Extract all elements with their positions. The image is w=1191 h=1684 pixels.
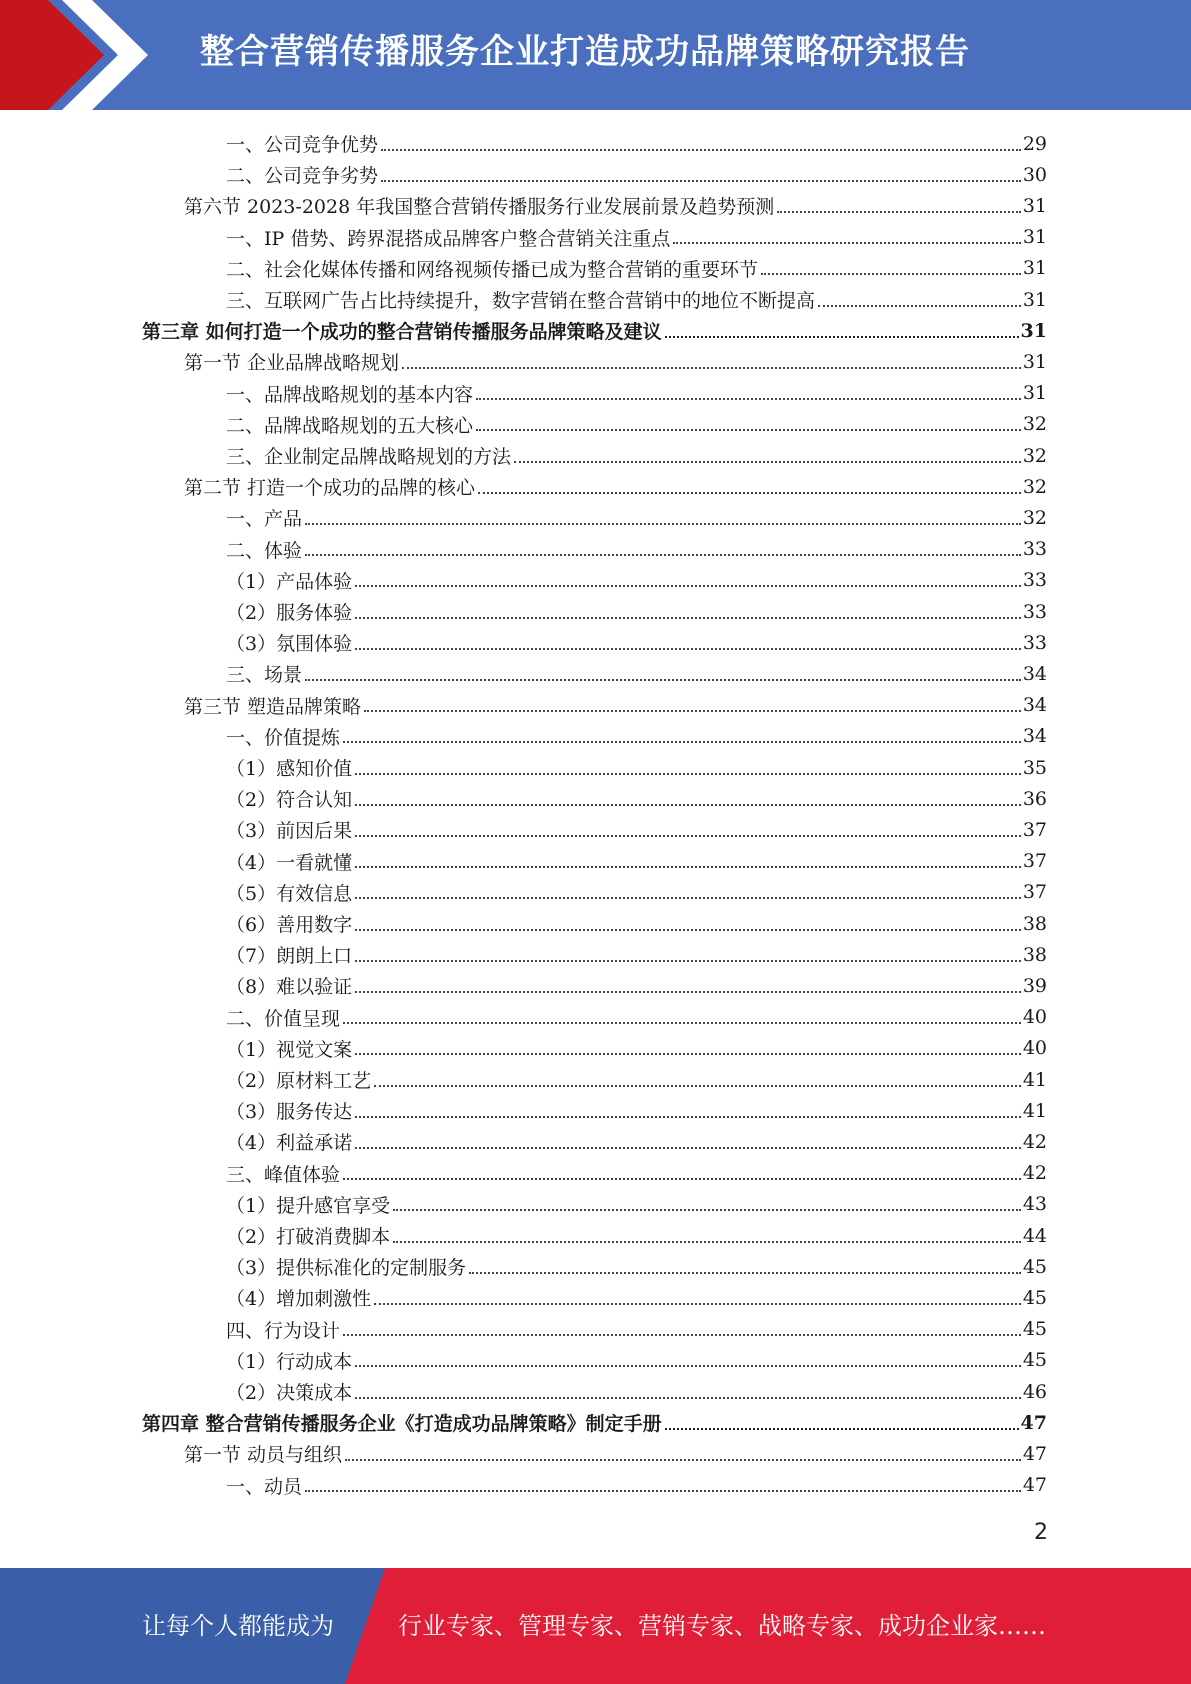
toc-dot-leader — [393, 1209, 1021, 1211]
toc-entry-title: （3）服务传达 — [226, 1101, 353, 1124]
toc-page-number: 31 — [1022, 288, 1047, 311]
toc-entry[interactable] — [226, 284, 1047, 315]
toc-chapter-entry[interactable] — [142, 315, 1047, 346]
footer-slogan-right: 行业专家、管理专家、营销专家、战略专家、成功企业家…… — [398, 1612, 1046, 1640]
toc-dot-leader — [355, 866, 1021, 868]
toc-entry-title: （2）打破消费脚本 — [226, 1226, 391, 1248]
toc-dot-leader — [777, 211, 1021, 213]
toc-dot-leader — [305, 1490, 1021, 1492]
toc-entry-title: 二、价值呈现 — [226, 1007, 341, 1030]
toc-entry-title: 第三章 如何打造一个成功的整合营销传播服务品牌策略及建议 — [142, 321, 662, 344]
toc-dot-leader — [355, 1147, 1021, 1149]
page-number: 2 — [1034, 1520, 1048, 1545]
toc-page-number: 30 — [1022, 163, 1047, 186]
toc-entry-title: 一、动员 — [226, 1475, 303, 1498]
toc-page-number: 31 — [1022, 226, 1047, 249]
toc-page-number: 41 — [1022, 1068, 1047, 1091]
toc-entry-title: （6）善用数字 — [226, 914, 353, 936]
toc-entry-title: 二、体验 — [226, 539, 303, 562]
toc-dot-leader — [469, 1272, 1021, 1274]
toc-entry[interactable] — [226, 1220, 1047, 1251]
toc-page-number: 38 — [1022, 943, 1047, 966]
toc-page-number: 33 — [1022, 538, 1047, 561]
toc-entry-title: 三、场景 — [226, 664, 303, 687]
toc-page-number: 37 — [1022, 818, 1047, 841]
toc-dot-leader — [374, 1303, 1021, 1305]
toc-page-number: 44 — [1022, 1224, 1047, 1247]
toc-entry[interactable] — [226, 1033, 1047, 1064]
toc-entry[interactable] — [226, 814, 1047, 845]
toc-dot-leader — [343, 741, 1021, 743]
toc-dot-leader — [355, 804, 1021, 806]
toc-dot-leader — [355, 648, 1021, 650]
toc-entry-title: （3）前因后果 — [226, 820, 353, 843]
toc-entry-title: 三、互联网广告占比持续提升，数字营销在整合营销中的地位不断提高 — [226, 290, 816, 312]
toc-entry-title: 二、社会化媒体传播和网络视频传播已成为整合营销的重要环节 — [226, 258, 759, 281]
toc-dot-leader — [665, 336, 1019, 338]
toc-page-number: 34 — [1022, 694, 1047, 717]
toc-page-number: 41 — [1022, 1099, 1047, 1122]
toc-dot-leader — [355, 960, 1021, 962]
toc-dot-leader — [364, 710, 1021, 712]
toc-entry[interactable] — [226, 877, 1047, 908]
toc-entry-title: 第一节 动员与组织 — [184, 1444, 343, 1467]
toc-dot-leader — [343, 1334, 1021, 1336]
toc-entry[interactable] — [226, 1126, 1047, 1157]
toc-entry-title: （1）提升感官享受 — [226, 1194, 391, 1217]
toc-dot-leader — [305, 523, 1021, 525]
toc-entry-title: （1）行动成本 — [226, 1350, 353, 1373]
toc-entry-title: （3）提供标准化的定制服务 — [226, 1257, 467, 1280]
toc-section-entry[interactable] — [184, 1438, 1047, 1469]
toc-page-number: 34 — [1022, 725, 1047, 748]
toc-entry[interactable] — [226, 1158, 1047, 1189]
toc-entry[interactable] — [226, 159, 1047, 190]
footer-slogan-left: 让每个人都能成为 — [142, 1612, 334, 1640]
toc-entry-title: 三、峰值体验 — [226, 1163, 341, 1186]
toc-page-number: 43 — [1022, 1193, 1047, 1216]
toc-dot-leader — [818, 305, 1021, 307]
toc-page-number: 40 — [1022, 1037, 1047, 1060]
toc-entry-title: 二、公司竞争劣势 — [226, 165, 379, 188]
toc-dot-leader — [355, 1397, 1021, 1399]
toc-entry-title: （7）朗朗上口 — [226, 945, 353, 968]
toc-entry-title: （4）增加刺激性 — [226, 1288, 372, 1311]
toc-page-number: 31 — [1020, 319, 1047, 342]
toc-entry-title: 第六节 2023-2028 年我国整合营销传播服务行业发展前景及趋势预测 — [184, 196, 775, 219]
toc-page-number: 33 — [1022, 600, 1047, 623]
toc-dot-leader — [374, 1085, 1021, 1087]
toc-entry[interactable] — [226, 222, 1047, 253]
toc-entry[interactable] — [226, 440, 1047, 471]
toc-entry[interactable] — [226, 1314, 1047, 1345]
toc-entry[interactable] — [226, 502, 1047, 533]
toc-page-number: 31 — [1022, 257, 1047, 280]
toc-page-number: 40 — [1022, 1006, 1047, 1029]
toc-page-number: 45 — [1022, 1255, 1047, 1278]
toc-page-number: 45 — [1022, 1286, 1047, 1309]
toc-entry[interactable] — [226, 534, 1047, 565]
toc-entry[interactable] — [226, 970, 1047, 1001]
toc-page-number: 47 — [1022, 1442, 1047, 1465]
toc-page-number: 31 — [1022, 382, 1047, 405]
toc-section-entry[interactable] — [184, 690, 1047, 721]
toc-page-number: 32 — [1022, 475, 1047, 498]
toc-entry-title: 第三节 塑造品牌策略 — [184, 695, 362, 718]
toc-dot-leader — [355, 897, 1021, 899]
chevron-arrow-icon — [0, 0, 160, 110]
toc-entry-title: 一、价值提炼 — [226, 726, 341, 749]
toc-dot-leader — [514, 461, 1021, 463]
toc-entry[interactable] — [226, 565, 1047, 596]
toc-entry-title: （5）有效信息 — [226, 882, 353, 905]
toc-entry[interactable] — [226, 939, 1047, 970]
toc-entry-title: （1）产品体验 — [226, 570, 353, 593]
toc-page-number: 34 — [1022, 662, 1047, 685]
toc-page-number: 37 — [1022, 850, 1047, 873]
toc-entry-title: （2）符合认知 — [226, 789, 353, 812]
toc-entry[interactable] — [226, 1376, 1047, 1407]
toc-entry-title: 第二节 打造一个成功的品牌的核心 — [184, 477, 476, 500]
toc-dot-leader — [305, 679, 1021, 681]
toc-dot-leader — [402, 367, 1021, 369]
toc-page-number: 45 — [1022, 1318, 1047, 1341]
toc-dot-leader — [381, 180, 1021, 182]
toc-dot-leader — [355, 1116, 1021, 1118]
toc-entry[interactable] — [226, 846, 1047, 877]
toc-dot-leader — [343, 1178, 1021, 1180]
toc-page-number: 37 — [1022, 881, 1047, 904]
toc-dot-leader — [355, 1365, 1021, 1367]
toc-page-number: 42 — [1022, 1162, 1047, 1185]
toc-entry-title: 二、品牌战略规划的五大核心 — [226, 414, 474, 437]
toc-entry-title: 四、行为设计 — [226, 1319, 341, 1342]
toc-page-number: 33 — [1022, 631, 1047, 654]
toc-entry-title: （2）原材料工艺 — [226, 1070, 372, 1092]
toc-section-entry[interactable] — [184, 346, 1047, 377]
toc-entry-title: 一、产品 — [226, 508, 303, 531]
toc-entry[interactable] — [226, 908, 1047, 939]
page-header — [0, 0, 1191, 110]
toc-dot-leader — [665, 1428, 1019, 1430]
toc-entry-title: （4）利益承诺 — [226, 1132, 353, 1155]
toc-dot-leader — [355, 1053, 1021, 1055]
toc-dot-leader — [345, 1459, 1021, 1461]
toc-entry-title: 一、IP 借势、跨界混搭成品牌客户整合营销关注重点 — [226, 227, 671, 250]
toc-entry[interactable] — [226, 627, 1047, 658]
toc-entry[interactable] — [226, 128, 1047, 159]
toc-entry-title: 一、公司竞争优势 — [226, 134, 379, 156]
toc-page-number: 47 — [1020, 1411, 1047, 1434]
toc-page-number: 39 — [1022, 974, 1047, 997]
toc-page-number: 33 — [1022, 569, 1047, 592]
toc-page-number: 38 — [1022, 912, 1047, 935]
toc-dot-leader — [355, 585, 1021, 587]
toc-entry-title: （2）决策成本 — [226, 1382, 353, 1404]
toc-dot-leader — [343, 1022, 1021, 1024]
toc-page-number: 32 — [1022, 506, 1047, 529]
toc-entry[interactable] — [226, 1002, 1047, 1033]
toc-entry[interactable] — [226, 1095, 1047, 1126]
toc-dot-leader — [478, 492, 1021, 494]
toc-entry[interactable] — [226, 658, 1047, 689]
toc-entry[interactable] — [226, 752, 1047, 783]
toc-page-number: 36 — [1022, 787, 1047, 810]
toc-page-number: 35 — [1022, 756, 1047, 779]
toc-entry-title: 第一节 企业品牌战略规划 — [184, 352, 400, 375]
toc-dot-leader — [673, 242, 1020, 244]
toc-page-number: 47 — [1022, 1474, 1047, 1497]
toc-section-entry[interactable] — [184, 190, 1047, 221]
toc-page-number: 42 — [1022, 1130, 1047, 1153]
toc-entry-title: （1）感知价值 — [226, 758, 353, 780]
toc-entry[interactable] — [226, 378, 1047, 409]
toc-entry[interactable] — [226, 1282, 1047, 1313]
toc-dot-leader — [381, 149, 1021, 151]
toc-page-number: 45 — [1022, 1349, 1047, 1372]
toc-dot-leader — [355, 929, 1021, 931]
toc-dot-leader — [355, 617, 1021, 619]
toc-page-number: 32 — [1022, 444, 1047, 467]
toc-dot-leader — [761, 273, 1021, 275]
toc-page-number: 29 — [1022, 132, 1047, 155]
toc-entry[interactable] — [226, 1345, 1047, 1376]
toc-page-number: 32 — [1022, 413, 1047, 436]
toc-entry-title: 三、企业制定品牌战略规划的方法 — [226, 446, 512, 468]
toc-chapter-entry[interactable] — [142, 1407, 1047, 1438]
toc-entry[interactable] — [226, 1470, 1047, 1501]
toc-entry[interactable] — [226, 1189, 1047, 1220]
toc-page-number: 31 — [1022, 194, 1047, 217]
toc-entry-title: 第四章 整合营销传播服务企业《打造成功品牌策略》制定手册 — [142, 1413, 662, 1436]
toc-entry[interactable] — [226, 1064, 1047, 1095]
report-title: 整合营销传播服务企业打造成功品牌策略研究报告 — [200, 32, 970, 72]
toc-entry-title: （2）服务体验 — [226, 602, 353, 624]
toc-dot-leader — [355, 835, 1021, 837]
toc-entry-title: 一、品牌战略规划的基本内容 — [226, 383, 474, 406]
toc-entry[interactable] — [226, 721, 1047, 752]
toc-entry[interactable] — [226, 596, 1047, 627]
toc-page-number: 46 — [1022, 1380, 1047, 1403]
toc-entry-title: （3）氛围体验 — [226, 633, 353, 656]
toc-entry-title: （1）视觉文案 — [226, 1038, 353, 1061]
toc-entry-title: （8）难以验证 — [226, 976, 353, 999]
toc-page-number: 31 — [1022, 350, 1047, 373]
toc-entry-title: （4）一看就懂 — [226, 851, 353, 874]
toc-section-entry[interactable] — [184, 471, 1047, 502]
toc-dot-leader — [476, 429, 1021, 431]
toc-dot-leader — [476, 398, 1021, 400]
toc-dot-leader — [355, 773, 1021, 775]
toc-dot-leader — [393, 1241, 1021, 1243]
toc-entry[interactable] — [226, 783, 1047, 814]
toc-entry[interactable] — [226, 253, 1047, 284]
toc-dot-leader — [355, 991, 1021, 993]
toc-entry[interactable] — [226, 1251, 1047, 1282]
page-footer — [0, 1568, 1191, 1684]
toc-dot-leader — [305, 554, 1021, 556]
toc-entry[interactable] — [226, 409, 1047, 440]
